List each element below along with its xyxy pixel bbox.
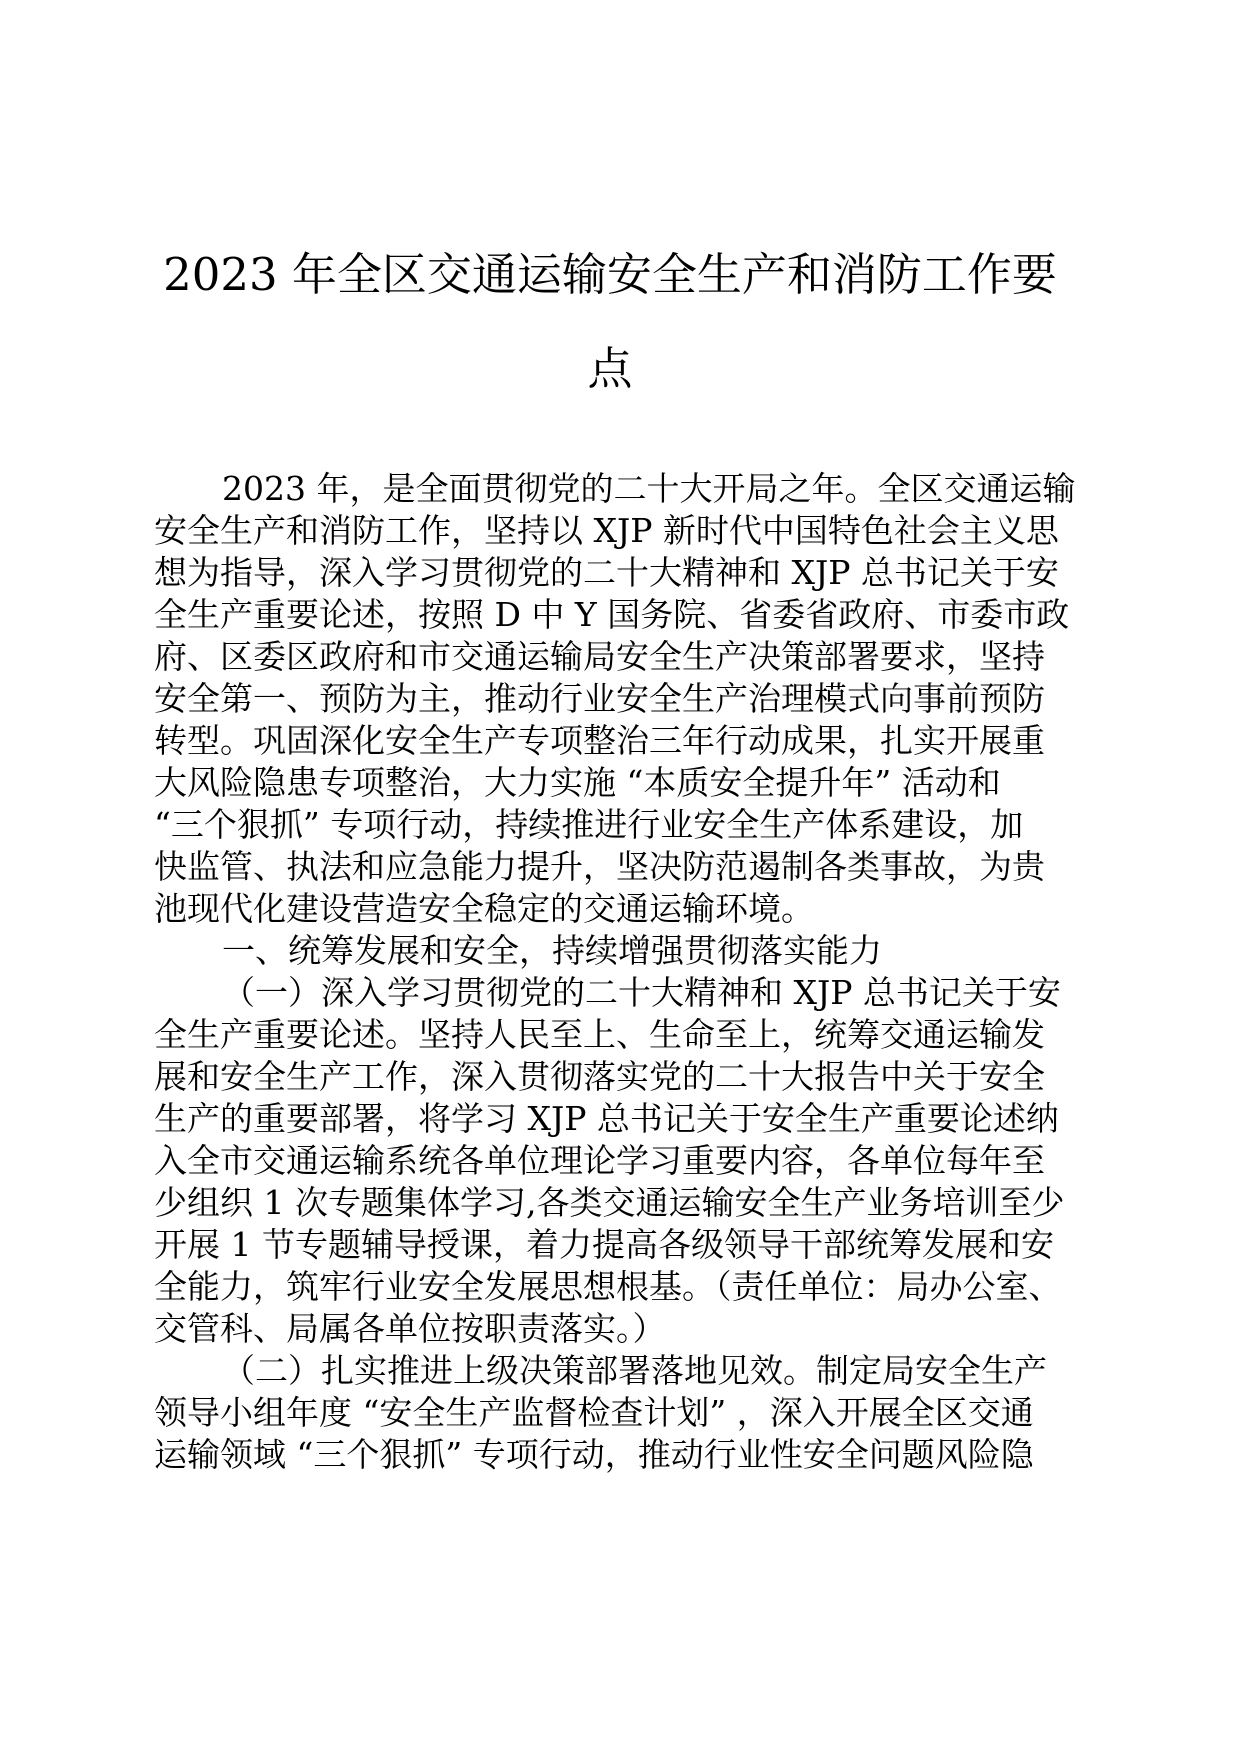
section-heading: 一、统筹发展和安全，持续增强贯彻落实能力 <box>222 931 882 970</box>
paragraph-line: 领导小组年度 “安全生产监督检查计划” ，深入开展全区交通 <box>154 1393 1034 1432</box>
paragraph-line: 想为指导，深入学习贯彻党的二十大精神和 XJP 总书记关于安 <box>154 553 1059 592</box>
paragraph-line: 少组织 1 次专题集体学习,各类交通运输安全生产业务培训至少 <box>154 1183 1065 1222</box>
paragraph-line: （二）扎实推进上级决策部署落地见效。制定局安全生产 <box>222 1351 1047 1390</box>
paragraph-line: 府、区委区政府和市交通运输局安全生产决策部署要求，坚持 <box>154 637 1045 676</box>
paragraph-line: 交管科、局属各单位按职责落实。） <box>154 1309 666 1348</box>
paragraph-line: 转型。巩固深化安全生产专项整治三年行动成果，扎实开展重 <box>154 721 1045 760</box>
paragraph-line: 生产的重要部署，将学习 XJP 总书记关于安全生产重要论述纳 <box>154 1099 1059 1138</box>
paragraph-line: 全生产重要论述。坚持人民至上、生命至上，统筹交通运输发 <box>154 1015 1045 1054</box>
paragraph-line: 安全生产和消防工作，坚持以 XJP 新时代中国特色社会主义思 <box>154 511 1059 550</box>
paragraph-line: （一）深入学习贯彻党的二十大精神和 XJP 总书记关于安 <box>222 973 1061 1012</box>
paragraph-line: 大风险隐患专项整治，大力实施 “本质安全提升年” 活动和 <box>154 763 1001 802</box>
paragraph-line: 展和安全生产工作，深入贯彻落实党的二十大报告中关于安全 <box>154 1057 1045 1096</box>
document-body <box>154 468 1084 1476</box>
paragraph-line: 2023 年，是全面贯彻党的二十大开局之年。全区交通运输 <box>222 469 1076 508</box>
paragraph-line: “三个狠抓” 专项行动，持续推进行业安全生产体系建设，加 <box>154 805 1024 844</box>
paragraph-line: 运输领域 “三个狠抓” 专项行动，推动行业性安全问题风险隐 <box>154 1435 1034 1474</box>
paragraph-line: 全生产重要论述，按照 D 中 Y 国务院、省委省政府、市委市政 <box>154 595 1070 634</box>
paragraph-line: 开展 1 节专题辅导授课，着力提高各级领导干部统筹发展和安 <box>154 1225 1054 1264</box>
title-line: 点 <box>587 342 633 395</box>
paragraph-line: 快监管、执法和应急能力提升，坚决防范遏制各类事故，为贵 <box>154 847 1045 886</box>
paragraph-line: 安全第一、预防为主，推动行业安全生产治理模式向事前预防 <box>154 679 1045 718</box>
paragraph-line: 全能力，筑牢行业安全发展思想根基。（责任单位：局办公室、 <box>154 1267 1062 1306</box>
paragraph-line: 池现代化建设营造安全稳定的交通运输环境。 <box>154 889 814 928</box>
paragraph-line: 入全市交通运输系统各单位理论学习重要内容，各单位每年至 <box>154 1141 1045 1180</box>
document-title <box>150 228 1070 416</box>
title-line: 2023 年全区交通运输安全生产和消防工作要 <box>163 248 1057 301</box>
